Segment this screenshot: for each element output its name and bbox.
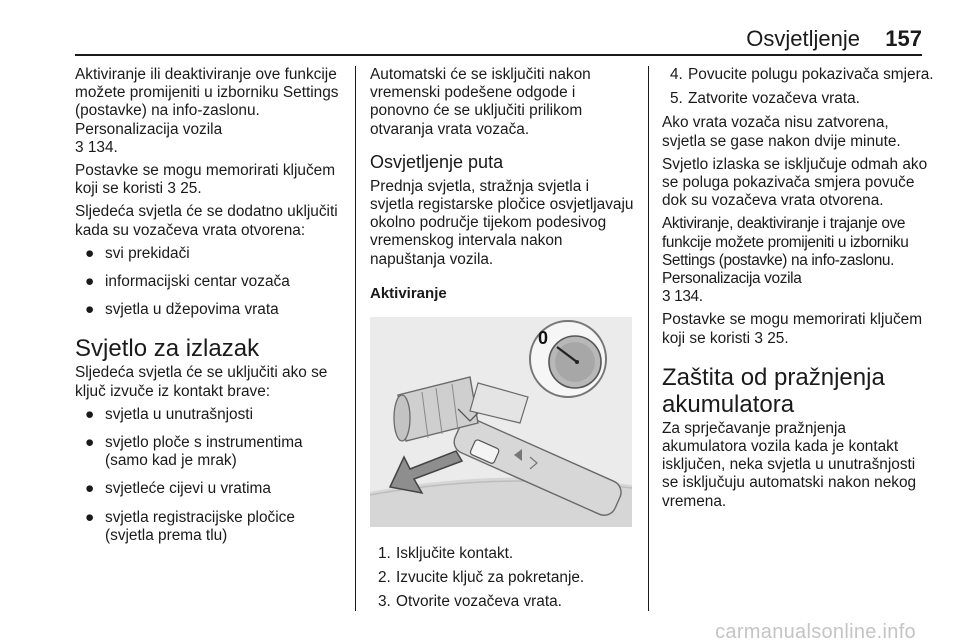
paragraph: Prednja svjetla, stražnja svjetla i svjetla registarske pločice osvjetljavaju okolno područje tijekom podesivog vremenskog intervala nakon napuštanja vozila. (370, 177, 634, 268)
paragraph: Aktiviranje ili deaktiviranje ove funkcije možete promijeniti u izborniku Settings (postavke) na info-zaslonu. Personalizacija vozila 3 134. (75, 66, 339, 156)
list-item: 3. Otvorite vozačeva vrata. (378, 593, 562, 611)
bullet-icon: ● (85, 273, 95, 291)
page-title: Osvjetljenje (746, 26, 860, 51)
column-divider (355, 66, 356, 611)
paragraph: Svjetlo izlaska se isključuje odmah ako se poluga pokazivača smjera povuče dok su vozačeva vrata otvorena. (662, 155, 928, 210)
page-reference-link[interactable]: 3 134. (75, 138, 118, 156)
bullet-icon: ● (85, 244, 95, 262)
paragraph: Sljedeća svjetla će se dodatno uključiti kada su vozačeva vrata otvorena: (75, 203, 338, 239)
section-heading: Svjetlo za izlazak (75, 335, 260, 363)
bullet-icon: ● (85, 434, 95, 452)
page-reference-link[interactable]: 3 134. (662, 288, 703, 306)
list-item: ● svjetla u unutrašnjosti (85, 405, 253, 423)
bullet-icon: ● (85, 480, 95, 498)
bullet-icon: ● (85, 301, 95, 319)
column-left (75, 66, 347, 555)
watermark: carmanualsonline.info (715, 621, 916, 643)
step-list (662, 66, 934, 108)
knob-position-label: 0 (538, 328, 549, 349)
bullet-icon: ● (85, 405, 95, 423)
list-item: ● svjetleće cijevi u vratima (85, 480, 271, 498)
section-heading: Osvjetljenje puta (370, 151, 504, 172)
list-item: 1. Isključite kontakt. (378, 545, 514, 563)
page-number: 157 (885, 26, 922, 51)
page-reference-link[interactable]: 3 25. (167, 180, 202, 198)
list-item: ● svjetla u džepovima vrata (85, 301, 279, 319)
paragraph: Za sprječavanje pražnjenja akumulatora vozila kada je kontakt isključen, neka svjetla u unutrašnjosti se isključuju automatski nakon nekog vremena. (662, 419, 917, 510)
list-item: ● informacijski centar vozača (85, 273, 290, 291)
page-header (0, 0, 960, 52)
bullet-list (75, 245, 347, 320)
paragraph: Postavke se mogu memorirati ključem koji se koristi 3 25. (75, 162, 336, 198)
column-right (662, 66, 934, 516)
header-rule (75, 54, 922, 56)
section-heading: Zaštita od pražnjenja akumulatora (662, 363, 885, 418)
page-reference-link[interactable]: 3 25. (754, 329, 789, 347)
column-divider (648, 66, 649, 611)
list-item: 4. Povucite polugu pokazivača smjera. (670, 66, 934, 83)
bullet-list (75, 406, 347, 545)
paragraph: Automatski će se isključiti nakon vremenski podešene odgode i ponovno će se uključiti prilikom otvaranja vrata vozača. (370, 66, 591, 138)
paragraph: Sljedeća svjetla će se uključiti ako se ključ izvuče iz kontakt brave: (75, 364, 328, 400)
bullet-icon: ● (85, 508, 95, 526)
paragraph: Aktiviranje, deaktiviranje i trajanje ove funkcije možete promijeniti u izborniku Settings (postavke) na info-zaslonu. Personalizacija vozila 3 134. (662, 215, 909, 306)
column-middle (370, 66, 635, 618)
list-item: 5. Zatvorite vozačeva vrata. (670, 90, 860, 108)
light-switch-stalk-illustration (370, 317, 632, 527)
list-item: 2. Izvucite ključ za pokretanje. (378, 569, 585, 587)
paragraph: Ako vrata vozača nisu zatvorena, svjetla se gase nakon dvije minute. (662, 114, 901, 150)
subheading: Aktiviranje (370, 284, 447, 302)
list-item: ● svjetla registracijske pločice (svjetla prema tlu) (85, 508, 295, 544)
step-list (370, 545, 635, 612)
list-item: ● svjetlo ploče s instrumentima (samo kad je mrak) (85, 434, 303, 470)
paragraph: Postavke se mogu memorirati ključem koji se koristi 3 25. (662, 311, 923, 347)
list-item: ● svi prekidači (85, 244, 190, 262)
